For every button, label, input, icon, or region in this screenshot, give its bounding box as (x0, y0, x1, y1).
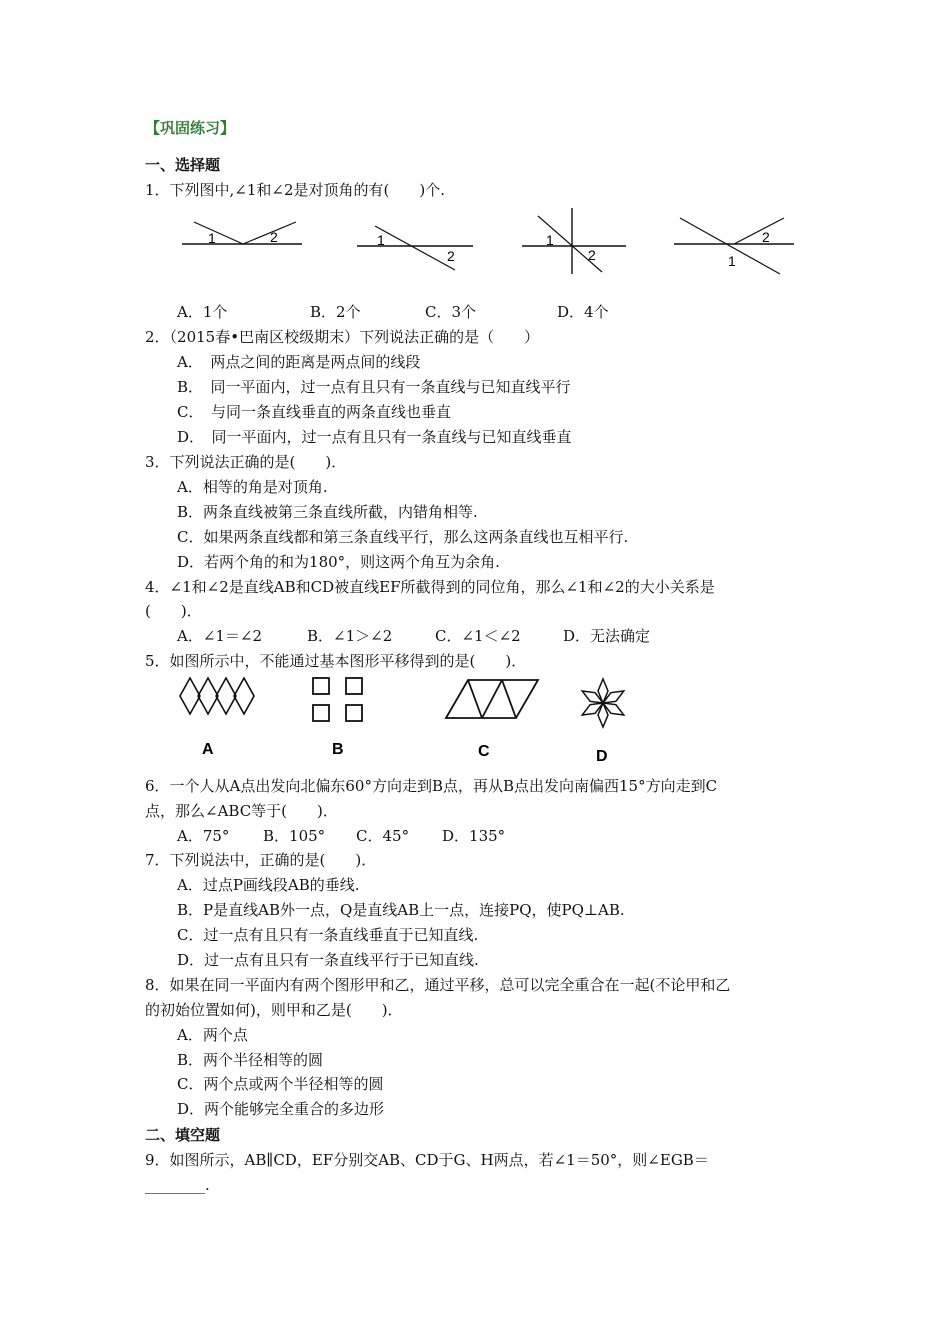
q6-option-d[interactable]: D．135° (442, 827, 506, 845)
q3-option-b[interactable]: B．两条直线被第三条直线所截，内错角相等. (177, 503, 478, 521)
q5-figure-a (178, 676, 258, 766)
q8-stem-line1: 8．如果在同一平面内有两个图形甲和乙，通过平移，总可以完全重合在一起(不论甲和乙 (145, 976, 731, 994)
q3-option-d[interactable]: D．若两个角的和为180°，则这两个角互为余角. (177, 553, 500, 571)
q6-options (177, 826, 505, 846)
q1-figure-1 (180, 212, 305, 252)
q1-options (177, 302, 609, 322)
q8-option-d[interactable]: D．两个能够完全重合的多边形 (177, 1100, 385, 1118)
q4-option-a[interactable]: A．∠1＝∠2 (177, 627, 263, 645)
q5-figure-c (442, 676, 542, 766)
q1-option-b[interactable]: B．2个 (310, 303, 361, 321)
angle-label-2: 2 (762, 229, 770, 245)
q9-answer-blank[interactable]: ________. (145, 1176, 210, 1194)
q6-stem-line1: 6．一个人从A点出发向北偏东60°方向走到B点，再从B点出发向南偏西15°方向走到C (145, 777, 718, 795)
q4-options (177, 626, 650, 646)
figure-label-d: D (596, 748, 608, 765)
figure-label-a: A (202, 741, 214, 758)
q4-stem-line1: 4．∠1和∠2是直线AB和CD被直线EF所截得到的同位角，那么∠1和∠2的大小关系是 (145, 578, 715, 596)
q8-option-b[interactable]: B．两个半径相等的圆 (177, 1051, 324, 1069)
q7-option-a[interactable]: A．过点P画线段AB的垂线. (177, 876, 360, 894)
q5-figure-b (308, 676, 368, 766)
q8-option-a[interactable]: A．两个点 (177, 1026, 248, 1044)
angle-label-2: 2 (447, 248, 455, 264)
q2-option-d[interactable]: D． 同一平面内，过一点有且只有一条直线与已知直线垂直 (177, 428, 572, 446)
part1-heading: 一、选择题 (145, 156, 221, 174)
q1-option-d[interactable]: D．4个 (557, 303, 609, 321)
q2-stem: 2．（2015春•巴南区校级期末）下列说法正确的是（ ） (145, 328, 540, 346)
q3-stem: 3．下列说法正确的是( )． (145, 453, 347, 471)
figure-label-b: B (332, 741, 344, 758)
angle-label-1: 1 (377, 232, 385, 248)
section-title: 【巩固练习】 (145, 119, 236, 137)
q1-figure-4 (672, 212, 797, 277)
angle-label-2: 2 (588, 247, 596, 263)
angle-label-1: 1 (208, 230, 216, 246)
q4-option-c[interactable]: C．∠1＜∠2 (435, 627, 521, 645)
q5-stem: 5．如图所示中，不能通过基本图形平移得到的是( )． (145, 652, 527, 670)
q2-option-b[interactable]: B． 同一平面内，过一点有且只有一条直线与已知直线平行 (177, 378, 571, 396)
q7-option-d[interactable]: D．过一点有且只有一条直线平行于已知直线. (177, 951, 479, 969)
q5-figure-d (572, 676, 634, 771)
q6-stem-line2: 点，那么∠ABC等于( )． (145, 802, 338, 820)
q7-option-b[interactable]: B．P是直线AB外一点，Q是直线AB上一点，连接PQ，使PQ⊥AB. (177, 901, 625, 919)
q2-option-a[interactable]: A． 两点之间的距离是两点间的线段 (177, 353, 421, 371)
q7-stem: 7．下列说法中，正确的是( )． (145, 851, 377, 869)
angle-label-1: 1 (728, 253, 736, 269)
q6-option-c[interactable]: C．45° (356, 827, 410, 845)
q8-option-c[interactable]: C．两个点或两个半径相等的圆 (177, 1075, 384, 1093)
q1-option-a[interactable]: A．1个 (177, 303, 228, 321)
q1-figure-2 (355, 220, 480, 270)
q6-option-b[interactable]: B．105° (263, 827, 326, 845)
q1-option-c[interactable]: C．3个 (425, 303, 477, 321)
q2-option-c[interactable]: C． 与同一条直线垂直的两条直线也垂直 (177, 403, 451, 421)
q8-stem-line2: 的初始位置如何)，则甲和乙是( )． (145, 1001, 403, 1019)
q9-stem-line1: 9．如图所示，AB∥CD，EF分别交AB、CD于G、H两点，若∠1＝50°，则∠EGB＝ (145, 1151, 709, 1169)
angle-label-2: 2 (270, 229, 278, 245)
q4-option-d[interactable]: D．无法确定 (563, 627, 651, 645)
q4-stem-line2: ( )． (145, 602, 202, 620)
q6-option-a[interactable]: A．75° (177, 827, 230, 845)
q1-figure-3 (520, 206, 630, 276)
figure-label-c: C (478, 743, 490, 760)
q4-option-b[interactable]: B．∠1＞∠2 (307, 627, 393, 645)
part2-heading: 二、填空题 (145, 1126, 221, 1144)
q3-option-c[interactable]: C．如果两条直线都和第三条直线平行，那么这两条直线也互相平行. (177, 528, 629, 546)
q3-option-a[interactable]: A．相等的角是对顶角. (177, 478, 328, 496)
q7-option-c[interactable]: C．过一点有且只有一条直线垂直于已知直线. (177, 926, 479, 944)
angle-label-1: 1 (546, 232, 554, 248)
q1-stem: 1．下列图中,∠1和∠2是对顶角的有( )个. (145, 181, 446, 199)
